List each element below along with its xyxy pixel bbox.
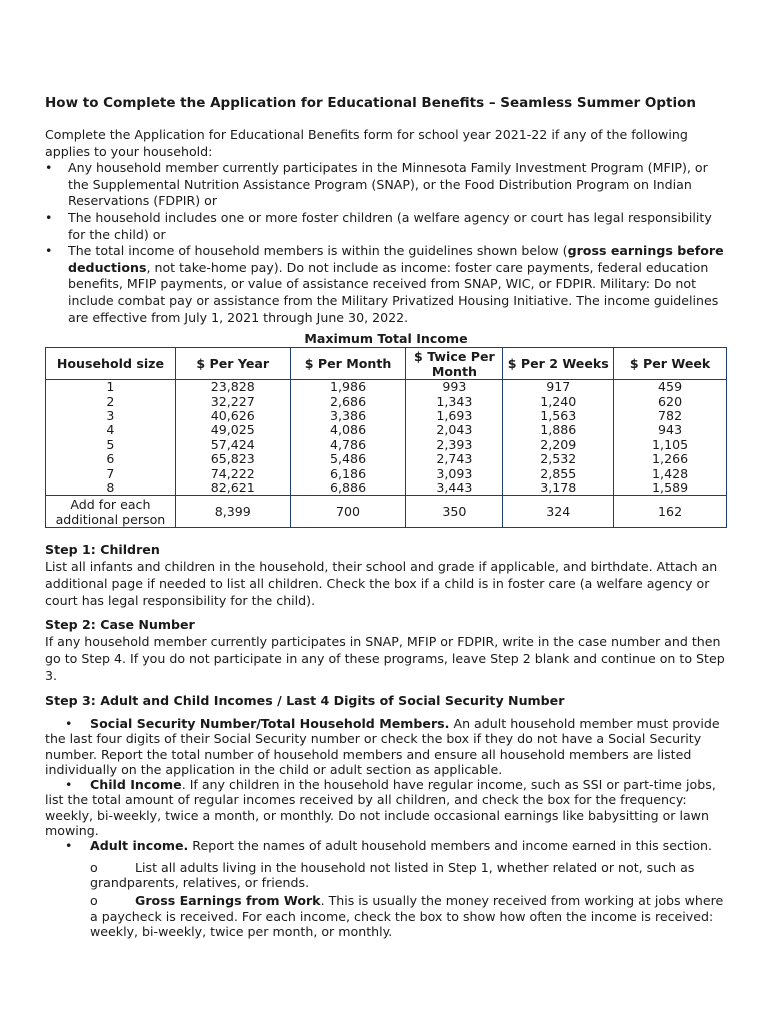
table-cell: 350 (406, 496, 503, 528)
table-cell: 1,105 (614, 438, 727, 452)
table-cell: 1,343 (406, 394, 503, 408)
table-row (46, 380, 727, 395)
bullet-icon: • (45, 209, 53, 225)
subitem-text: . This is usually the money received from working at jobs where a paycheck is received. For each income, check the box to show how often the income is received: weekly, bi-weekly, twice per month, or monthly. (90, 893, 724, 939)
table-cell: 4,086 (290, 423, 406, 437)
table-cell: 32,227 (175, 394, 290, 408)
table-cell: 2,393 (406, 438, 503, 452)
table-cell: 40,626 (175, 409, 290, 423)
table-cell: 6,186 (290, 466, 406, 480)
table-cell: 65,823 (175, 452, 290, 466)
step-1-heading: Step 1: Children (45, 542, 160, 557)
col-header: $ Per Year (175, 348, 290, 380)
table-row (46, 481, 727, 496)
subitem-text: List all adults living in the household not listed in Step 1, whether related or not, such as grandparents, relatives, or friends. (90, 859, 695, 890)
table-cell: 1 (46, 380, 176, 395)
bullet-icon: • (45, 243, 53, 259)
step-3-item (45, 838, 725, 853)
table-cell: 7 (46, 466, 176, 480)
table-row (46, 438, 727, 452)
col-header: Household size (46, 348, 176, 380)
intro-bullet-2 (45, 210, 725, 243)
table-row-additional (46, 496, 727, 528)
table-cell: 4 (46, 423, 176, 437)
item-text: An adult household member must provide the last four digits of their Social Security number or check the box if they do not have a Social Security number. Report the total number of household members and ensure all household members are listed individually on the application in the child or adult section as applicable. (45, 716, 720, 777)
table-cell: 1,266 (614, 452, 727, 466)
step-3-item (45, 716, 725, 777)
step-3-heading: Step 3: Adult and Child Incomes / Last 4 Digits of Social Security Number (45, 693, 565, 708)
bullet-3-part-b: , not take-home pay). Do not include as income: foster care payments, federal education benefits, MFIP payments, or value of assistance received from SNAP, WIC, or FDPIR. Military: Do not include combat pay or assistance from the Military Privatized Housing Initiative. The income guidelines are effective from July 1, 2021 through June 30, 2022. (68, 259, 719, 325)
table-cell: 943 (614, 423, 727, 437)
table-cell: 6 (46, 452, 176, 466)
col-header: $ Per Week (614, 348, 727, 380)
table-cell: 1,886 (503, 423, 614, 437)
bullet-icon: • (45, 160, 53, 176)
table-row (46, 423, 727, 437)
income-guidelines-table (45, 347, 727, 528)
circle-marker-icon: o (90, 859, 98, 875)
col-header: $ Per 2 Weeks (503, 348, 614, 380)
item-text: . If any children in the household have regular income, such as SSI or part-time jobs, list the total amount of regular incomes received by all children, and check the box for the frequency: weekly, bi-weekly, twice a month, or monthly. Do not include occasional earnings like babysitting or lawn mowing. (45, 777, 716, 839)
table-cell: Add for each additional person (46, 496, 176, 528)
table-cell: 2,855 (503, 466, 614, 480)
table-cell: 2,686 (290, 394, 406, 408)
table-cell: 917 (503, 380, 614, 395)
step-3-item (45, 777, 725, 838)
table-cell: 2,209 (503, 438, 614, 452)
table-cell: 1,986 (290, 380, 406, 395)
intro-bullet-1 (45, 160, 725, 210)
table-cell: 2,532 (503, 452, 614, 466)
table-cell: 782 (614, 409, 727, 423)
intro-section (45, 127, 725, 326)
table-cell: 6,886 (290, 481, 406, 496)
col-header: $ Twice Per Month (406, 348, 503, 380)
table-cell: 82,621 (175, 481, 290, 496)
table-caption: Maximum Total Income (304, 331, 468, 346)
table-cell: 2,743 (406, 452, 503, 466)
table-cell: 23,828 (175, 380, 290, 395)
intro-bullet-2-text: The household includes one or more foster children (a welfare agency or court has legal responsibility for the child) or (68, 209, 712, 242)
step-2-heading: Step 2: Case Number (45, 617, 195, 632)
table-row (46, 409, 727, 423)
table-cell: 4,786 (290, 438, 406, 452)
table-cell: 700 (290, 496, 406, 528)
step-3-subitem (45, 860, 725, 891)
bullet-3-part-a: The total income of household members is within the guidelines shown below ( (68, 243, 568, 259)
table-row (46, 452, 727, 466)
bullet-icon: • (65, 716, 73, 731)
table-cell: 1,693 (406, 409, 503, 423)
page-title: How to Complete the Application for Educational Benefits – Seamless Summer Option (45, 95, 696, 111)
item-bold: Child Income (90, 777, 182, 793)
table-header-row (46, 348, 727, 380)
item-bold: Adult income. (90, 838, 189, 854)
table-row (46, 466, 727, 480)
col-header: $ Per Month (290, 348, 406, 380)
table-cell: 5 (46, 438, 176, 452)
table-cell: 3,178 (503, 481, 614, 496)
bullet-3-bold: gross earnings before deductions (68, 243, 724, 275)
table-cell: 3,443 (406, 481, 503, 496)
step-2-section (45, 616, 727, 684)
circle-marker-icon: o (90, 893, 98, 909)
step-3-subitem (45, 893, 725, 939)
intro-lead: Complete the Application for Educational Benefits form for school year 2021-22 if any of the following applies to your household: (45, 127, 688, 159)
table-cell: 3,093 (406, 466, 503, 480)
table-cell: 74,222 (175, 466, 290, 480)
table-cell: 2 (46, 394, 176, 408)
table-cell: 8 (46, 481, 176, 496)
step-3-list (45, 716, 725, 939)
step-2-body: If any household member currently participates in SNAP, MFIP or FDPIR, write in the case number and then go to Step 4. If you do not participate in any of these programs, leave Step 2 blank and continue on to Step 3. (45, 634, 725, 683)
table-cell: 2,043 (406, 423, 503, 437)
table-cell: 49,025 (175, 423, 290, 437)
table-cell: 1,589 (614, 481, 727, 496)
table-cell: 162 (614, 496, 727, 528)
table-cell: 1,563 (503, 409, 614, 423)
intro-bullet-3 (45, 243, 725, 326)
step-1-section (45, 541, 727, 609)
table-cell: 620 (614, 394, 727, 408)
table-cell: 3,386 (290, 409, 406, 423)
intro-bullet-3-text (68, 243, 725, 326)
table-cell: 324 (503, 496, 614, 528)
item-bold: Social Security Number/Total Household Members. (90, 716, 450, 731)
table-cell: 1,240 (503, 394, 614, 408)
table-cell: 3 (46, 409, 176, 423)
subitem-bold: Gross Earnings from Work (135, 893, 321, 909)
table-cell: 8,399 (175, 496, 290, 528)
table-cell: 1,428 (614, 466, 727, 480)
intro-bullet-1-text: Any household member currently participates in the Minnesota Family Investment Program (MFIP), or the Supplemental Nutrition Assistance Program (SNAP), or the Food Distribution Program on Indian Reservations (FDPIR) or (68, 160, 708, 209)
bullet-icon: • (65, 777, 73, 793)
table-cell: 993 (406, 380, 503, 395)
step-1-body: List all infants and children in the household, their school and grade if applicable, and birthdate. Attach an additional page if needed to list all children. Check the box if a child is in foster care (a welfare agency or court has legal responsibility for the child). (45, 559, 718, 608)
table-row (46, 394, 727, 408)
table-cell: 5,486 (290, 452, 406, 466)
table-cell: 57,424 (175, 438, 290, 452)
step-3-section (45, 692, 727, 709)
table-cell: 459 (614, 380, 727, 395)
bullet-icon: • (65, 838, 73, 854)
item-text: Report the names of adult household members and income earned in this section. (188, 838, 713, 854)
